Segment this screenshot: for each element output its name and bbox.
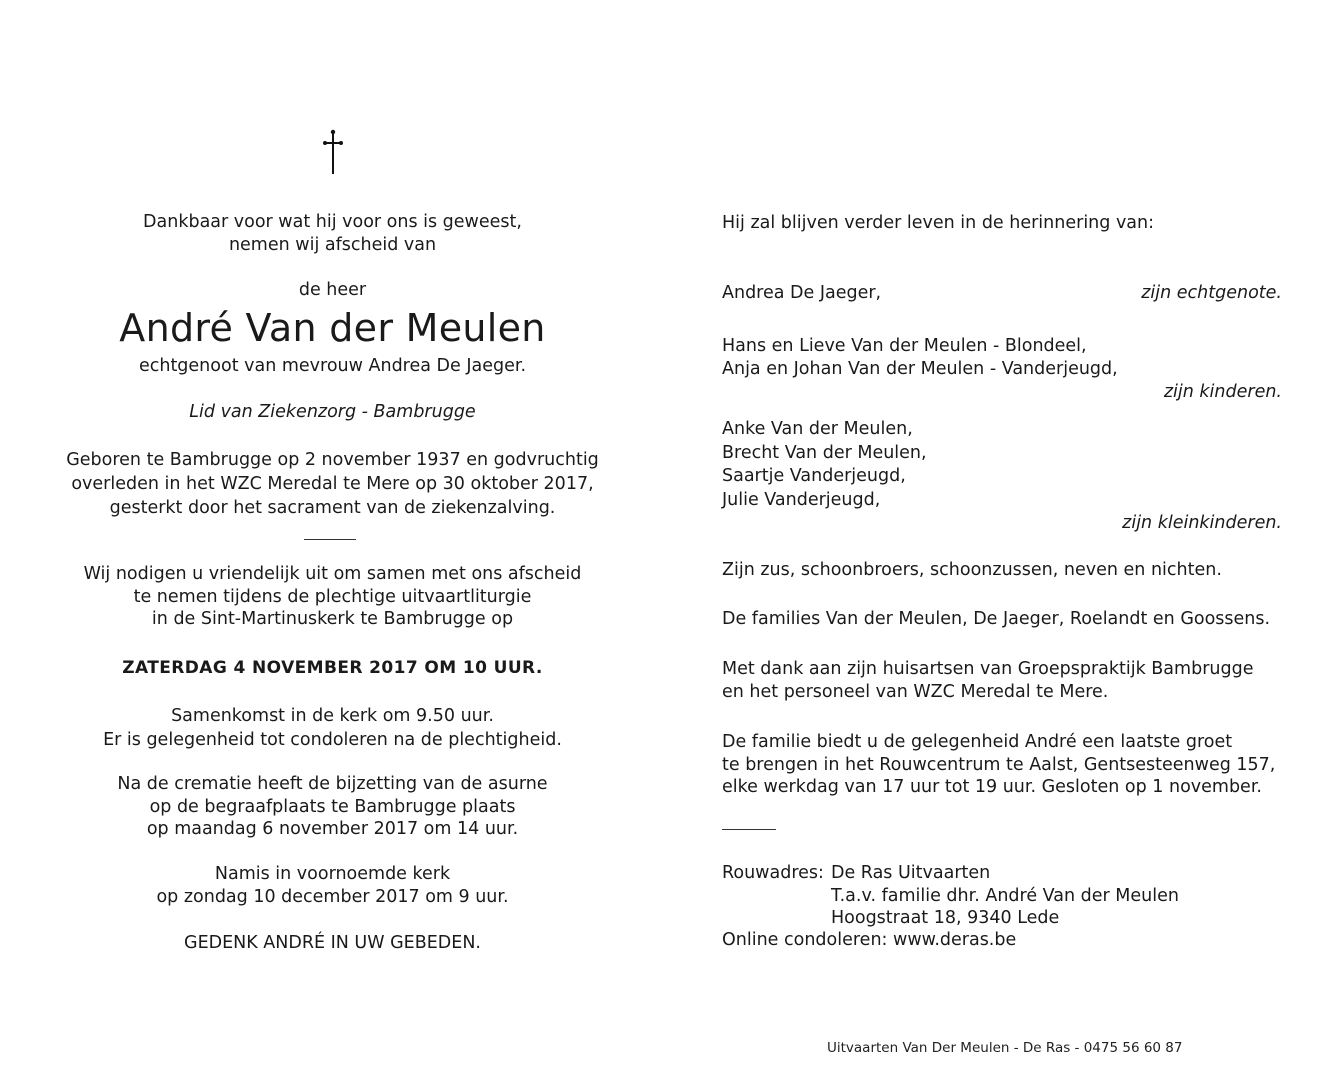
address-line: De Ras Uitvaarten — [831, 863, 991, 883]
cremation-line: Na de crematie heeft de bijzetting van de asurne — [117, 774, 548, 794]
memorial-mass-text — [40, 863, 625, 908]
divider — [304, 539, 356, 540]
grandchildren-list — [722, 418, 1282, 512]
thanks-line: Met dank aan zijn huisartsen van Groepspraktijk Bambrugge — [722, 659, 1254, 679]
grandchild-entry: Saartje Vanderjeugd, — [722, 466, 906, 486]
online-condolence: Online condoleren: www.deras.be — [722, 930, 1017, 950]
honorific: de heer — [298, 280, 367, 300]
cremation-text — [40, 773, 625, 841]
remembrance-intro: Hij zal blijven verder leven in de herinnering van: — [722, 213, 1155, 233]
deceased-name: André Van der Meulen — [119, 306, 546, 350]
closing-line: GEDENK ANDRÉ IN UW GEBEDEN. — [184, 933, 481, 953]
grandchild-entry: Anke Van der Meulen, — [722, 419, 913, 439]
gathering-text — [40, 704, 625, 752]
footer-credit: Uitvaarten Van Der Meulen - De Ras - 0475 56 60 87 — [827, 1040, 1183, 1056]
birth-death-line: gesterkt door het sacrament van de ziekenzalving. — [109, 498, 556, 518]
invitation-line: Wij nodigen u vriendelijk uit om samen met ons afscheid — [83, 564, 582, 584]
address-label: Rouwadres: — [722, 863, 824, 883]
child-entry: Anja en Johan Van der Meulen - Vanderjeugd, — [722, 358, 1118, 379]
visitation-text — [722, 731, 1282, 799]
address-lines — [831, 862, 1179, 930]
intro-text — [40, 211, 625, 256]
birth-death-line: overleden in het WZC Meredal te Mere op 30 oktober 2017, — [71, 474, 594, 494]
cremation-line: op maandag 6 november 2017 om 14 uur. — [146, 819, 519, 839]
spouse-role: zijn echtgenote. — [1141, 283, 1282, 303]
divider — [722, 829, 776, 830]
spouse-line: echtgenoot van mevrouw Andrea De Jaeger. — [138, 356, 527, 376]
invitation-text — [40, 563, 625, 631]
address-line: Hoogstraat 18, 9340 Lede — [831, 908, 1060, 928]
memorial-line: op zondag 10 december 2017 om 9 uur. — [156, 886, 509, 907]
grandchildren-role: zijn kleinkinderen. — [1122, 513, 1282, 533]
invitation-line: in de Sint-Martinuskerk te Bambrugge op — [151, 609, 514, 629]
birth-death-text — [40, 448, 625, 520]
mourning-address — [722, 862, 1282, 932]
invitation-line: te nemen tijdens de plechtige uitvaartliturgie — [133, 586, 532, 607]
visitation-line: te brengen in het Rouwcentrum te Aalst, Gentsesteenweg 157, — [722, 754, 1276, 775]
service-date: ZATERDAG 4 NOVEMBER 2017 OM 10 UUR. — [122, 658, 543, 678]
thanks-line: en het personeel van WZC Meredal te Mere. — [722, 681, 1109, 702]
address-line: T.a.v. familie dhr. André Van der Meulen — [831, 885, 1179, 906]
siblings-line: Zijn zus, schoonbroers, schoonzussen, neven en nichten. — [722, 560, 1222, 580]
memorial-line: Namis in voornoemde kerk — [214, 864, 451, 884]
cremation-line: op de begraafplaats te Bambrugge plaats — [149, 796, 516, 817]
families-line: De families Van der Meulen, De Jaeger, Roelandt en Goossens. — [722, 609, 1271, 629]
children-role: zijn kinderen. — [1163, 382, 1282, 402]
intro-line: nemen wij afscheid van — [228, 234, 437, 255]
visitation-line: elke werkdag van 17 uur tot 19 uur. Gesloten op 1 november. — [722, 777, 1262, 797]
children-list — [722, 335, 1282, 380]
spouse-name: Andrea De Jaeger, — [722, 283, 882, 303]
intro-line: Dankbaar voor wat hij voor ons is geweest, — [143, 212, 522, 232]
thanks-text — [722, 658, 1282, 703]
birth-death-line: Geboren te Bambrugge op 2 november 1937 en godvruchtig — [66, 450, 599, 470]
gathering-line: Samenkomst in de kerk om 9.50 uur. — [171, 706, 494, 726]
grandchild-entry: Brecht Van der Meulen, — [722, 442, 927, 463]
visitation-line: De familie biedt u de gelegenheid André een laatste groet — [722, 732, 1233, 752]
membership-line: Lid van Ziekenzorg - Bambrugge — [189, 402, 476, 422]
child-entry: Hans en Lieve Van der Meulen - Blondeel, — [722, 336, 1087, 356]
gathering-line: Er is gelegenheid tot condoleren na de plechtigheid. — [103, 730, 562, 750]
grandchild-entry: Julie Vanderjeugd, — [722, 489, 881, 510]
cross-icon — [322, 128, 344, 176]
